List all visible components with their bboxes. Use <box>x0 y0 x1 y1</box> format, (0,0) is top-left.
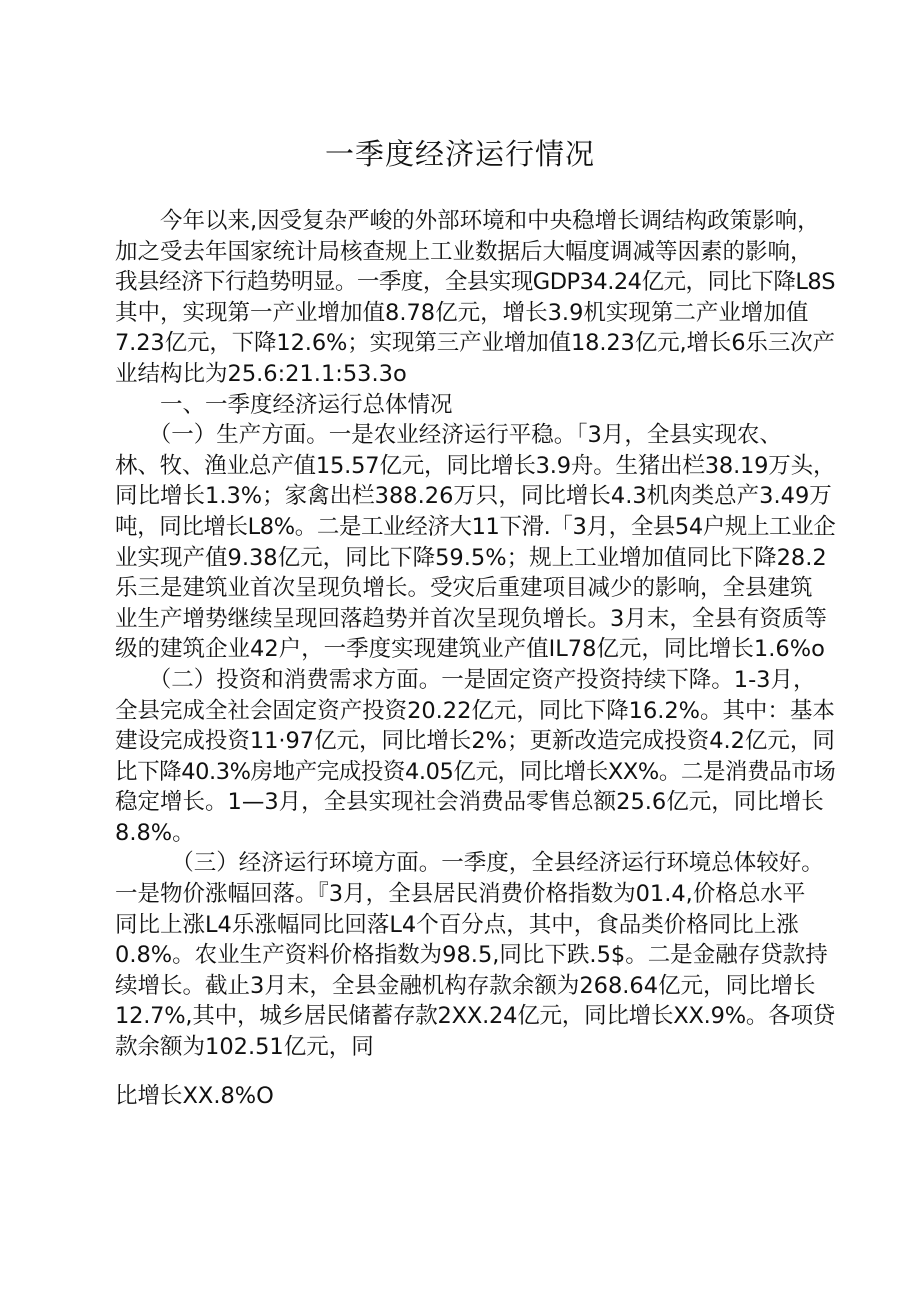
document-line: 续增长。截止3月末，全县金融机构存款余额为268.64亿元，同比增长 <box>115 972 816 999</box>
document-line: 0.8%。农业生产资料价格指数为98.5,同比下跌.5$。二是金融存贷款持 <box>115 942 828 969</box>
document-line: 同比上涨L4乐涨幅同比回落L4个百分点，其中，食品类价格同比上涨 <box>115 911 799 938</box>
document-line: 业实现产值9.38亿元，同比下降59.5%；规上工业增加值同比下降28.2 <box>115 544 827 571</box>
document-line: 林、牧、渔业总产值15.57亿元，同比增长3.9舟。生猪出栏38.19万头， <box>115 452 836 479</box>
document-line: 一是物价涨幅回落。『3月，全县居民消费价格指数为01.4,价格总水平 <box>115 881 806 908</box>
document-title: 一季度经济运行情况 <box>324 137 595 171</box>
document-line: 建设完成投资11·97亿元，同比增长2%；更新改造完成投资4.2亿元，同 <box>115 728 835 755</box>
document-line: 8.8%。 <box>115 819 195 846</box>
document-line: 其中，实现第一产业增加值8.78亿元，增长3.9机实现第二产业增加值 <box>115 299 809 326</box>
document-line: 同比增长1.3%；家禽出栏388.26万只，同比增长4.3机肉类总产3.49万 <box>115 483 832 510</box>
document-line: 比下降40.3%房地产完成投资4.05亿元，同比增长XX%。二是消费品市场 <box>115 758 836 785</box>
document-line: 乐三是建筑业首次呈现负增长。受灾后重建项目减少的影响，全县建筑 <box>115 575 813 602</box>
document-line: 12.7%,其中，城乡居民储蓄存款2XX.24亿元，同比增长XX.9%。各项贷 <box>115 1003 836 1030</box>
document-line: （二）投资和消费需求方面。一是固定资产投资持续下降。1-3月， <box>115 666 816 693</box>
document-line: 7.23亿元，下降12.6%；实现第三产业增加值18.23亿元,增长6乐三次产 <box>115 330 835 357</box>
document-line: 稳定增长。1—3月，全县实现社会消费品零售总额25.6亿元，同比增长 <box>115 789 824 816</box>
document-line: （一）生产方面。一是农业经济运行平稳。「3月，全县实现农、 <box>115 422 782 449</box>
document-line: 级的建筑企业42户，一季度实现建筑业产值IL78亿元，同比增长1.6%o <box>115 636 825 663</box>
document-body <box>115 206 835 1111</box>
document-line: 业生产增势继续呈现回落趋势并首次呈现负增长。3月末，全县有资质等 <box>115 605 827 632</box>
document-line: 业结构比为25.6:21.1:53.3o <box>115 360 407 387</box>
document-line: 款余额为102.51亿元，同 <box>115 1034 374 1061</box>
document-line: 我县经济下行趋势明显。一季度，全县实现GDP34.24亿元，同比下降L8S <box>115 269 836 296</box>
document-line: 今年以来,因受复杂严峻的外部环境和中央稳增长调结构政策影响， <box>115 208 820 234</box>
document-line: 比增长XX.8%O <box>115 1082 274 1109</box>
document-line: 加之受去年国家统计局核查规上工业数据后大幅度调减等因素的影响， <box>115 238 813 265</box>
document-line: 全县完成全社会固定资产投资20.22亿元，同比下降16.2%。其中：基本 <box>115 697 835 724</box>
document-line: 吨，同比增长L8%。二是工业经济大11下滑.「3月，全县54户规上工业企 <box>115 513 836 540</box>
document-line: （三）经济运行环境方面。一季度，全县经济运行环境总体较好。 <box>115 850 824 877</box>
document-line: 一、一季度经济运行总体情况 <box>115 391 453 418</box>
